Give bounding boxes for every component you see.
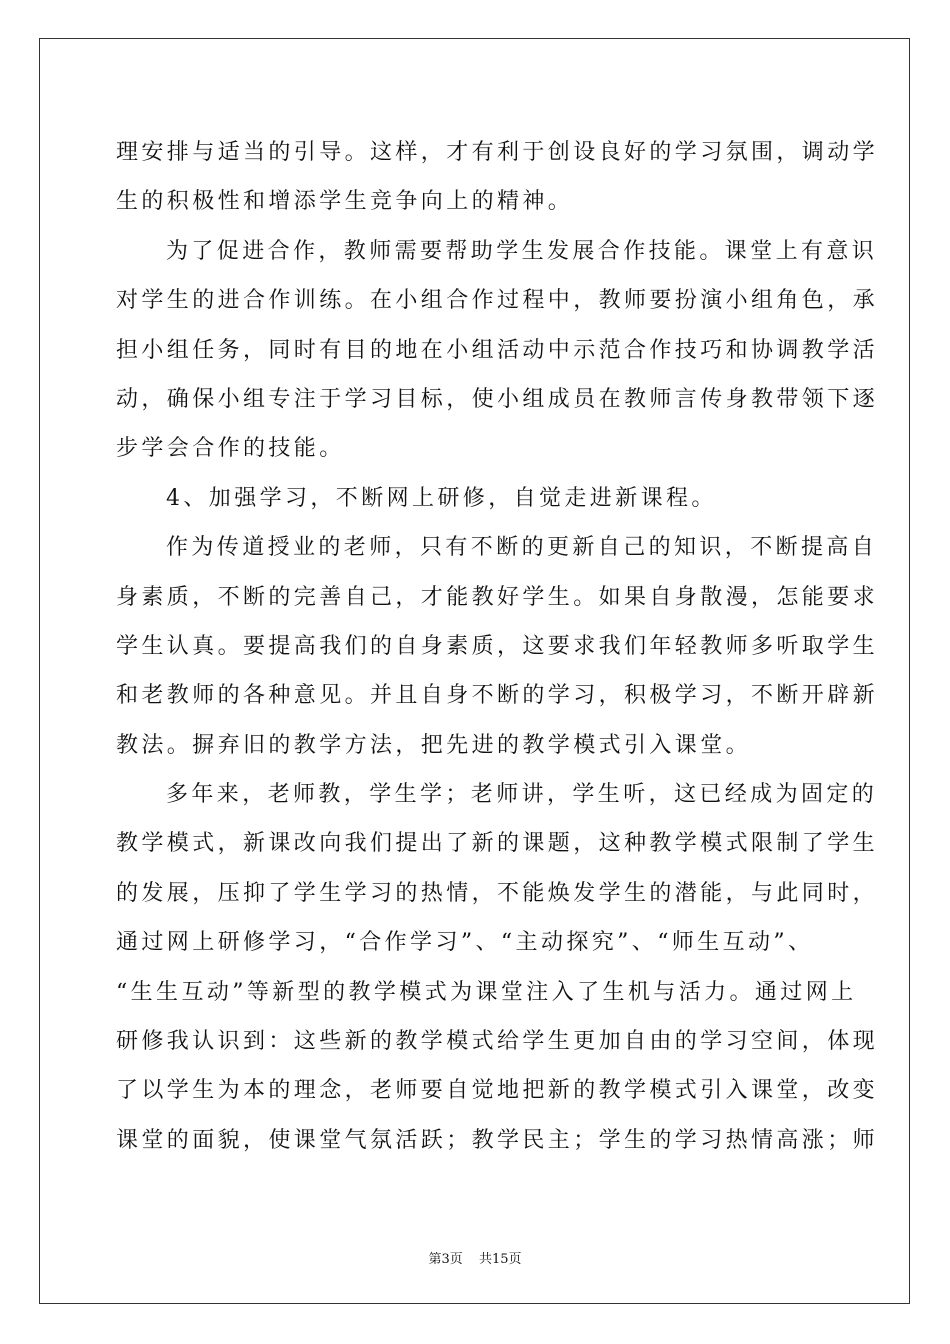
text-line: 理安排与适当的引导。这样，才有利于创设良好的学习氛围，调动学 <box>116 140 879 165</box>
document-body <box>116 128 879 1165</box>
text-line: 通过网上研修学习，“合作学习”、“主动探究”、“师生互动”、 <box>116 930 814 956</box>
text-line: 生的积极性和增添学生竞争向上的精神。 <box>116 189 574 215</box>
text-line: 的发展，压抑了学生学习的热情，不能焕发学生的潜能，与此同时， <box>116 880 879 906</box>
text-line: 学生认真。要提高我们的自身素质，这要求我们年轻教师多听取学生 <box>116 633 879 659</box>
page-total: 共15页 <box>478 1252 522 1267</box>
page-footer <box>0 1248 950 1267</box>
text-line: 为了促进合作，教师需要帮助学生发展合作技能。课堂上有意识 <box>166 238 878 264</box>
text-line: 4、加强学习，不断网上研修，自觉走进新课程。 <box>166 485 717 511</box>
text-line: 了以学生为本的理念，老师要自觉地把新的教学模式引入课堂，改变 <box>116 1078 879 1104</box>
page-number: 第3页 <box>428 1252 463 1267</box>
text-line: 对学生的进合作训练。在小组合作过程中，教师要扮演小组角色，承 <box>116 288 879 314</box>
text-line: “生生互动”等新型的教学模式为课堂注入了生机与活力。通过网上 <box>116 979 857 1005</box>
text-line: 身素质，不断的完善自己，才能教好学生。如果自身散漫，怎能要求 <box>116 584 879 610</box>
text-line: 担小组任务，同时有目的地在小组活动中示范合作技巧和协调教学活 <box>116 337 879 363</box>
text-line: 研修我认识到：这些新的教学模式给学生更加自由的学习空间，体现 <box>116 1029 879 1055</box>
text-line: 课堂的面貌，使课堂气氛活跃；教学民主；学生的学习热情高涨；师 <box>116 1127 879 1153</box>
text-line: 作为传道授业的老师，只有不断的更新自己的知识，不断提高自 <box>166 535 878 561</box>
text-line: 步学会合作的技能。 <box>116 436 345 462</box>
text-line: 教法。摒弃旧的教学方法，把先进的教学模式引入课堂。 <box>116 732 752 758</box>
text-line: 教学模式，新课改向我们提出了新的课题，这种教学模式限制了学生 <box>116 831 879 857</box>
text-line: 动，确保小组专注于学习目标，使小组成员在教师言传身教带领下逐 <box>116 386 879 412</box>
text-line: 多年来，老师教，学生学；老师讲，学生听，这已经成为固定的 <box>166 782 878 808</box>
text-line: 和老教师的各种意见。并且自身不断的学习，积极学习，不断开辟新 <box>116 683 879 709</box>
